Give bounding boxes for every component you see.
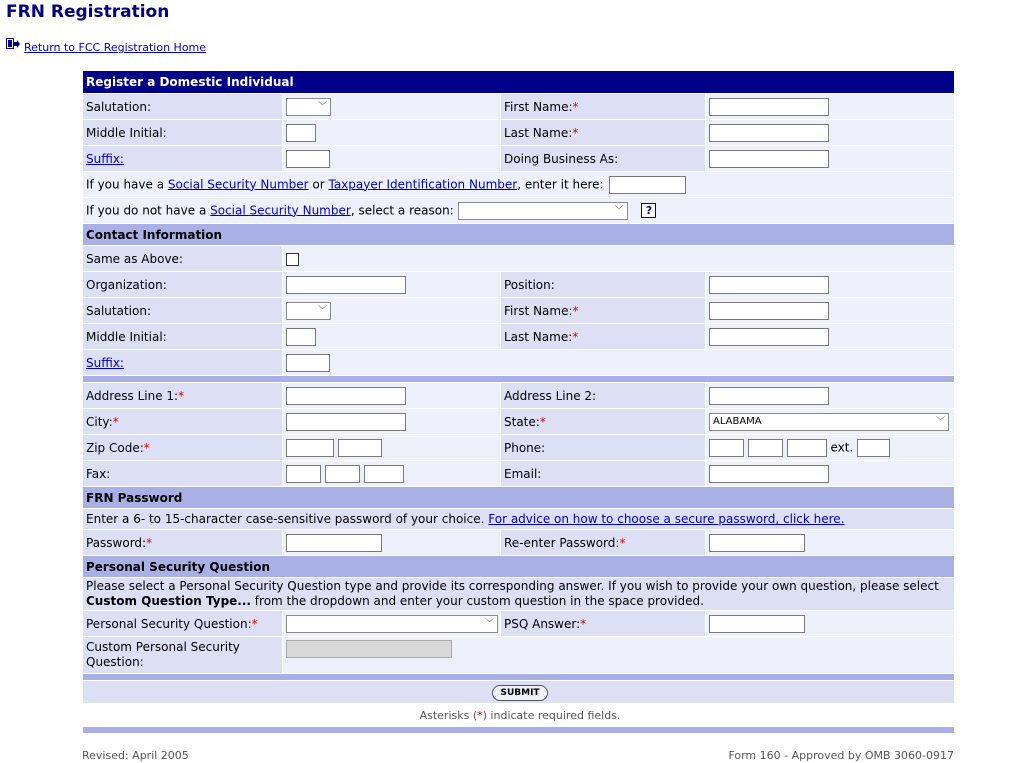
psq-intro-text-2: from the dropdown and enter your custom question in the space provided. — [250, 594, 704, 608]
omb-approval: Form 160 - Approved by OMB 3060-0917 — [728, 749, 954, 762]
zip-plus4-input[interactable] — [338, 439, 382, 457]
ssn-input[interactable] — [609, 176, 686, 194]
organization-label: Organization: — [83, 272, 283, 298]
fax-prefix-input[interactable] — [325, 465, 360, 483]
page-footer — [82, 749, 954, 762]
required-marker: * — [112, 414, 119, 429]
required-marker: * — [572, 125, 579, 140]
dba-label: Doing Business As: — [501, 146, 706, 172]
suffix-input[interactable] — [286, 150, 330, 168]
required-marker: * — [251, 616, 258, 631]
phone-ext-input[interactable] — [857, 439, 890, 457]
page-title: FRN Registration — [6, 2, 170, 22]
psq-answer-label: PSQ Answer: — [504, 616, 581, 631]
chevron-down-icon: ﹀ — [317, 101, 327, 112]
section-divider — [83, 674, 955, 681]
no-ssn-row — [83, 198, 955, 224]
last-name-input[interactable] — [709, 124, 829, 142]
salutation-label: Salutation: — [83, 94, 283, 120]
form-header-row — [83, 71, 955, 94]
address1-label: Address Line 1: — [86, 388, 179, 403]
required-marker: * — [580, 616, 587, 631]
chevron-down-icon: ﹀ — [935, 416, 945, 427]
zip-label: Zip Code: — [86, 440, 144, 455]
ssn-link[interactable]: Social Security Number — [167, 177, 309, 191]
fax-area-input[interactable] — [286, 465, 321, 483]
dba-input[interactable] — [709, 150, 829, 168]
chevron-down-icon: ﹀ — [484, 618, 494, 629]
ext-label: ext. — [830, 440, 854, 454]
section-divider — [83, 376, 955, 383]
organization-input[interactable] — [286, 276, 406, 294]
state-select[interactable] — [709, 413, 949, 431]
tin-link[interactable]: Taxpayer Identification Number — [328, 177, 518, 191]
chevron-down-icon: ﹀ — [614, 205, 624, 216]
custom-psq-input[interactable] — [286, 640, 452, 658]
password-label: Password: — [86, 535, 147, 550]
address2-input[interactable] — [709, 387, 829, 405]
no-ssn-post-text: , select a reason: — [350, 203, 454, 217]
position-label: Position: — [501, 272, 706, 298]
required-marker: * — [572, 329, 579, 344]
required-note-pre: Asterisks ( — [419, 708, 478, 722]
contact-last-name-input[interactable] — [709, 328, 829, 346]
ssn-row — [83, 172, 955, 198]
required-marker: * — [477, 708, 483, 722]
return-home-link[interactable]: Return to FCC Registration Home — [24, 41, 207, 54]
no-ssn-text: If you do not have a — [86, 203, 211, 217]
no-ssn-reason-select[interactable] — [458, 202, 628, 220]
contact-suffix-link[interactable]: Suffix: — [86, 355, 124, 370]
ssn-text: If you have a — [86, 177, 168, 191]
phone-label: Phone: — [501, 435, 706, 461]
psq-section-header: Personal Security Question — [83, 556, 955, 578]
custom-psq-label: Custom Personal Security Question: — [83, 637, 283, 674]
contact-last-name-label: Last Name: — [504, 329, 573, 344]
suffix-link[interactable]: Suffix: — [86, 151, 124, 166]
contact-salutation-select[interactable] — [286, 302, 331, 320]
phone-area-input[interactable] — [709, 439, 744, 457]
required-marker: * — [572, 99, 579, 114]
psq-answer-input[interactable] — [709, 615, 805, 633]
required-marker: * — [539, 414, 546, 429]
state-selected-value: ALABAMA — [713, 415, 762, 427]
no-ssn-link[interactable]: Social Security Number — [210, 203, 351, 217]
submit-button[interactable]: SUBMIT — [492, 685, 547, 701]
reenter-password-input[interactable] — [709, 534, 805, 552]
state-label: State: — [504, 414, 540, 429]
contact-middle-initial-label: Middle Initial: — [83, 324, 283, 350]
ssn-post-text: , enter it here: — [517, 177, 604, 191]
address1-input[interactable] — [286, 387, 406, 405]
city-input[interactable] — [286, 413, 406, 431]
contact-middle-initial-input[interactable] — [286, 328, 316, 346]
psq-intro-bold: Custom Question Type... — [86, 594, 251, 608]
section-divider — [83, 727, 955, 734]
password-input[interactable] — [286, 534, 382, 552]
middle-initial-input[interactable] — [286, 124, 316, 142]
help-icon[interactable]: ? — [641, 203, 656, 218]
city-label: City: — [86, 414, 113, 429]
same-as-above-checkbox[interactable] — [286, 253, 299, 266]
ssn-or-text: or — [308, 177, 329, 191]
password-intro — [83, 509, 955, 530]
psq-label: Personal Security Question: — [86, 616, 252, 631]
psq-select[interactable] — [286, 615, 498, 633]
required-marker: * — [143, 440, 150, 455]
revised-date: Revised: April 2005 — [82, 749, 189, 762]
psq-intro — [83, 578, 955, 611]
required-note-post: ) indicate required fields. — [482, 708, 621, 722]
email-label: Email: — [501, 461, 706, 487]
email-input[interactable] — [709, 465, 829, 483]
first-name-label: First Name: — [504, 99, 573, 114]
required-marker: * — [619, 535, 626, 550]
contact-first-name-label: First Name: — [504, 303, 573, 318]
home-link-row — [6, 38, 207, 54]
salutation-select[interactable] — [286, 98, 331, 116]
fax-label: Fax: — [83, 461, 283, 487]
password-section-header: FRN Password — [83, 487, 955, 509]
contact-first-name-input[interactable] — [709, 302, 829, 320]
password-advice-link[interactable]: For advice on how to choose a secure password, click here. — [488, 512, 845, 526]
required-marker: * — [178, 388, 185, 403]
contact-suffix-input[interactable] — [286, 354, 330, 372]
same-as-above-label: Same as Above: — [83, 246, 283, 272]
reenter-password-label: Re-enter Password: — [504, 535, 620, 550]
contact-section-header: Contact Information — [83, 224, 955, 246]
middle-initial-label: Middle Initial: — [83, 120, 283, 146]
registration-form — [82, 70, 954, 734]
psq-intro-text-1: Please select a Personal Security Question type and provide its corresponding answer. If you wish to provide your own question, please select — [86, 579, 939, 593]
phone-line-input[interactable] — [787, 439, 827, 457]
first-name-input[interactable] — [709, 98, 829, 116]
chevron-down-icon: ﹀ — [317, 305, 327, 316]
contact-salutation-label: Salutation: — [83, 298, 283, 324]
last-name-label: Last Name: — [504, 125, 573, 140]
return-arrow-icon — [6, 38, 20, 50]
position-input[interactable] — [709, 276, 829, 294]
required-note — [83, 704, 955, 727]
password-intro-text: Enter a 6- to 15-character case-sensitive password of your choice. — [86, 512, 489, 526]
form-header: Register a Domestic Individual — [83, 71, 955, 94]
fax-line-input[interactable] — [364, 465, 404, 483]
required-marker: * — [572, 303, 579, 318]
zip-input[interactable] — [286, 439, 334, 457]
address2-label: Address Line 2: — [501, 383, 706, 409]
required-marker: * — [146, 535, 153, 550]
phone-prefix-input[interactable] — [748, 439, 783, 457]
